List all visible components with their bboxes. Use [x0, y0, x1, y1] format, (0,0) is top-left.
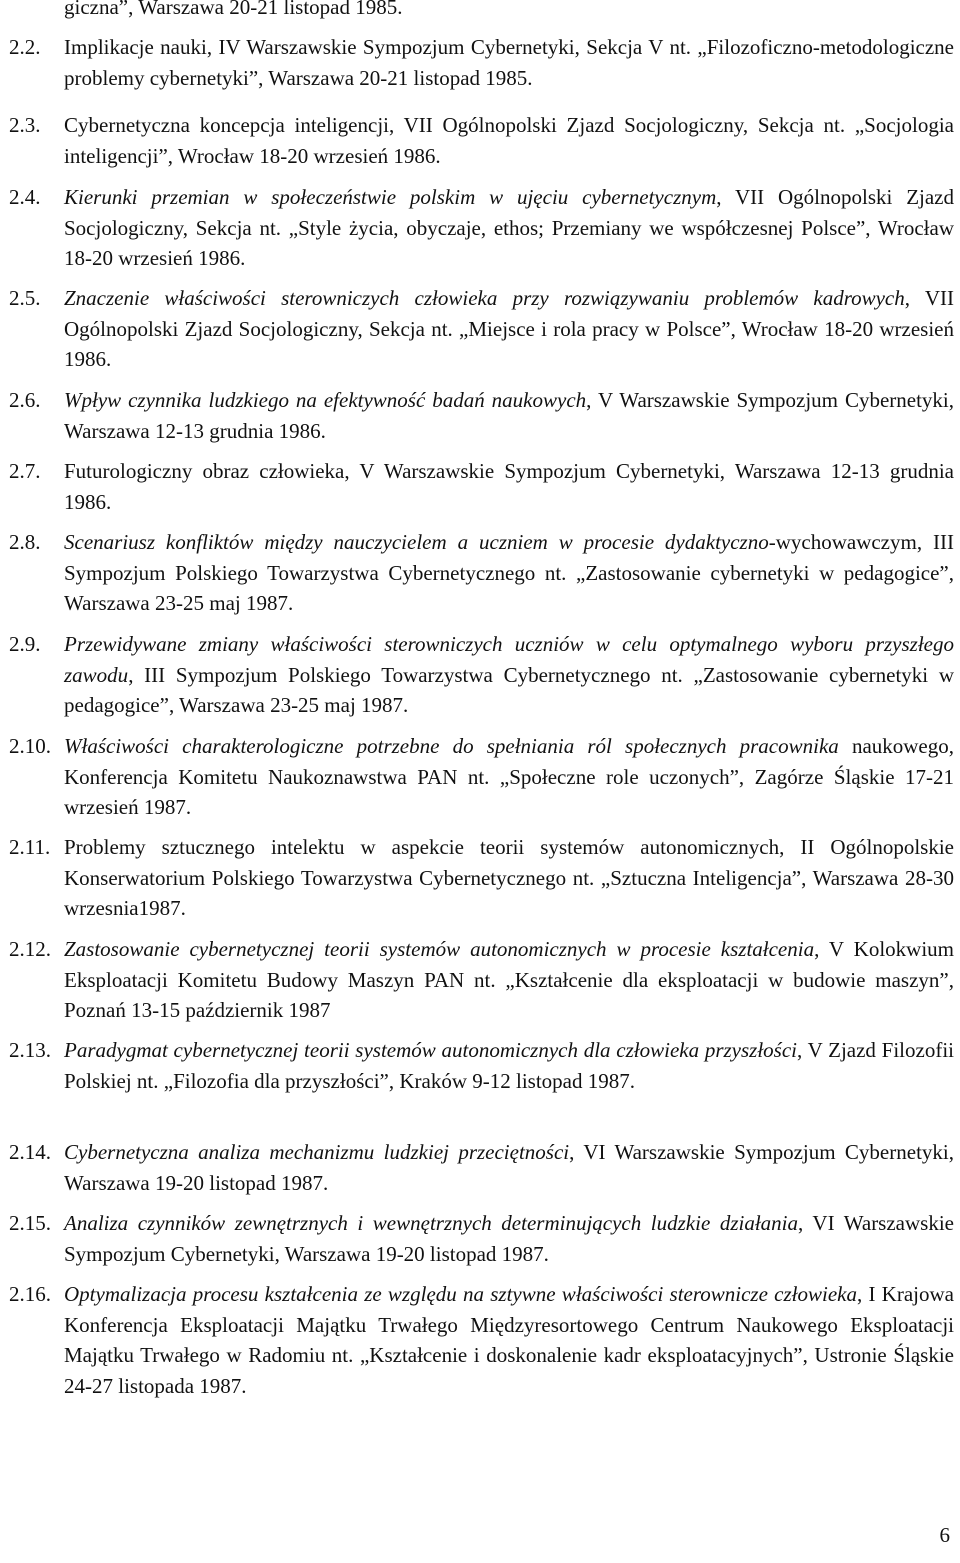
item-text	[64, 527, 954, 619]
item-text	[64, 1137, 954, 1198]
item-details: , VII Ogólnopolski Zjazd Socjologiczny, Sekcja nt. „Style życia, obyczaje, ethos; Przemiany we współczesnej Polsce”, Wrocław 18-20 wrzesień 1986.	[64, 185, 955, 270]
list-item	[0, 731, 960, 823]
item-details: , V Warszawskie Sympozjum Cybernetyki, Warszawa 12-13 grudnia 1986.	[64, 388, 955, 443]
item-details: naukowego, Konferencja Komitetu Naukoznawstwa PAN nt. „Społeczne role uczonych”, Zagórze Śląskie 17-21 wrzesień 1987.	[64, 734, 954, 819]
list-item	[0, 456, 960, 517]
item-text	[64, 32, 954, 93]
item-number: 2.3.	[9, 113, 41, 137]
list-item	[0, 934, 960, 1026]
item-text	[64, 456, 954, 517]
item-details: , V Zjazd Filozofii Polskiej nt. „Filozofia dla przyszłości”, Kraków 9-12 listopad 1987.	[64, 1038, 954, 1093]
list-item	[0, 527, 960, 619]
item-number: 2.12.	[9, 937, 51, 961]
item-number: 2.14.	[9, 1140, 51, 1164]
list-item	[0, 629, 960, 721]
item-text	[64, 629, 954, 721]
list-item	[0, 1279, 960, 1401]
item-text	[64, 1279, 954, 1401]
item-text	[64, 283, 954, 375]
item-title: Przewidywane zmiany właściwości sterowniczych uczniów w celu optymalnego wyboru przyszłego zawodu	[64, 632, 954, 687]
item-number: 2.13.	[9, 1038, 51, 1062]
continuation-text: giczna”, Warszawa 20-21 listopad 1985.	[64, 0, 403, 19]
list-item	[0, 1137, 960, 1198]
item-number: 2.9.	[9, 632, 41, 656]
item-title: Kierunki przemian w społeczeństwie polskim w ujęciu cybernetycznym	[64, 185, 717, 209]
item-text	[64, 934, 954, 1026]
item-title: Cybernetyczna analiza mechanizmu ludzkiej przeciętności	[64, 1140, 570, 1164]
item-details: , III Sympozjum Polskiego Towarzystwa Cybernetycznego nt. „Zastosowanie cybernetyki w pedagogice”, Warszawa 23-25 maj 1987.	[64, 662, 954, 717]
item-details: , I Krajowa Konferencja Eksploatacji Majątku Trwałego Międzyresortowego Centrum Naukowego Eksploatacji Majątku Trwałego w Radomiu nt. „Kształcenie i doskonalenie kadr eksploatacyjnych”, Ustronie Śląskie 24-27 listopada 1987.	[64, 1282, 954, 1398]
item-text	[64, 110, 954, 171]
item-title: Paradygmat cybernetycznej teorii systemów autonomicznych dla człowieka przyszłości	[64, 1038, 797, 1062]
item-number: 2.16.	[9, 1282, 51, 1306]
item-number: 2.2.	[9, 35, 41, 59]
item-number: 2.11.	[9, 835, 51, 859]
item-title: Wpływ czynnika ludzkiego na efektywność badań naukowych	[64, 388, 587, 412]
item-number: 2.4.	[9, 185, 41, 209]
item-number: 2.7.	[9, 459, 41, 483]
item-details: Futurologiczny obraz człowieka, V Warszawskie Sympozjum Cybernetyki, Warszawa 12-13 grudnia 1986.	[64, 459, 954, 514]
item-details: Cybernetyczna koncepcja inteligencji, VII Ogólnopolski Zjazd Socjologiczny, Sekcja nt. „Socjologia inteligencji”, Wrocław 18-20 wrzesień 1986.	[64, 113, 954, 168]
item-number: 2.6.	[9, 388, 41, 412]
list-item	[0, 385, 960, 446]
item-title: Scenariusz konfliktów między nauczycielem a uczniem w procesie dydaktyczno	[64, 530, 769, 554]
item-details: , VI Warszawskie Sympozjum Cybernetyki, Warszawa 19-20 listopad 1987.	[64, 1140, 954, 1195]
item-number: 2.10.	[9, 734, 51, 758]
item-number: 2.8.	[9, 530, 41, 554]
list-item	[0, 1035, 960, 1096]
item-text	[64, 832, 954, 924]
item-number: 2.5.	[9, 286, 41, 310]
item-title: Właściwości charakterologiczne potrzebne do spełniania ról społecznych pracownika	[64, 734, 839, 758]
item-details: Implikacje nauki, IV Warszawskie Sympozjum Cybernetyki, Sekcja V nt. „Filozoficzno-metodologiczne problemy cybernetyki”, Warszawa 20-21 listopad 1985.	[64, 35, 954, 90]
item-text	[64, 1035, 954, 1096]
item-text	[64, 1208, 954, 1269]
item-title: Analiza czynników zewnętrznych i wewnętrznych determinujących ludzkie działania	[64, 1211, 798, 1235]
item-text	[64, 182, 954, 274]
list-item	[0, 182, 960, 274]
item-title: Optymalizacja procesu kształcenia ze względu na sztywne właściwości sterownicze człowieka	[64, 1282, 857, 1306]
list-item	[0, 110, 960, 171]
item-text	[64, 731, 954, 823]
item-details: , VII Ogólnopolski Zjazd Socjologiczny, Sekcja nt. „Miejsce i rola pracy w Polsce”, Wrocław 18-20 wrzesień 1986.	[64, 286, 954, 371]
list-item	[0, 32, 960, 93]
item-text	[64, 385, 954, 446]
item-details: -wychowawczym, III Sympozjum Polskiego Towarzystwa Cybernetycznego nt. „Zastosowanie cybernetyki w pedagogice”, Warszawa 23-25 maj 1987.	[64, 530, 954, 615]
item-number: 2.15.	[9, 1211, 51, 1235]
item-title: Znaczenie właściwości sterowniczych człowieka przy rozwiązywaniu problemów kadrowych	[64, 286, 905, 310]
list-item	[0, 283, 960, 375]
item-details: Problemy sztucznego intelektu w aspekcie teorii systemów autonomicznych, II Ogólnopolskie Konserwatorium Polskiego Towarzystwa Cybernetycznego nt. „Sztuczna Inteligencja”, Warszawa 28-30 wrzesnia1987.	[64, 835, 954, 920]
item-title: Zastosowanie cybernetycznej teorii systemów autonomicznych w procesie kształcenia	[64, 937, 815, 961]
item-details: , V Kolokwium Eksploatacji Komitetu Budowy Maszyn PAN nt. „Kształcenie dla eksploatacji w budowie maszyn”, Poznań 13-15 październik 1987	[64, 937, 954, 1022]
list-item	[0, 832, 960, 924]
item-details: , VI Warszawskie Sympozjum Cybernetyki, Warszawa 19-20 listopad 1987.	[64, 1211, 954, 1266]
page-number: 6	[939, 1523, 950, 1547]
list-item	[0, 1208, 960, 1269]
